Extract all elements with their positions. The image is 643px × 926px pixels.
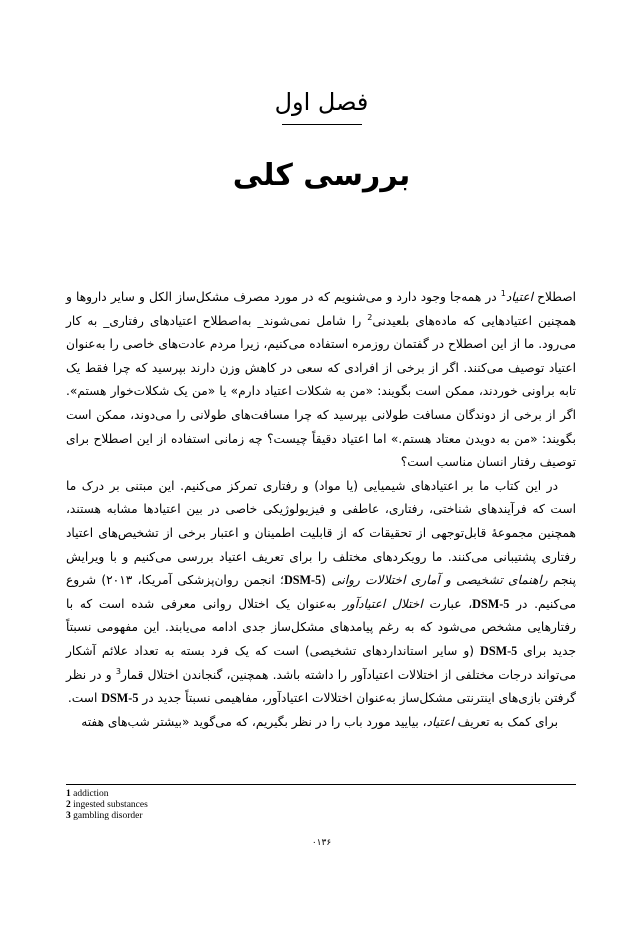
emphasized-term: اعتیاد (505, 290, 534, 304)
text-run: در همه‌جا وجود دارد و می‌شنویم که در مورد مصرف مشکل‌ساز الکل و سایر داروها و همچنین اعتیادهایی که ماده‌های بلعیدنی (66, 290, 576, 328)
paragraph (66, 711, 576, 735)
emphasized-term: اعتیاد (426, 714, 454, 729)
footnote-text: gambling disorder (70, 811, 143, 821)
text-run: ، بیایید مورد باب را در نظر بگیریم، که می‌گوید «بیشتر شب‌های هفته (81, 714, 427, 729)
footnote-divider (66, 784, 576, 785)
chapter-divider (282, 124, 362, 125)
chapter-title: بررسی کلی (232, 158, 411, 193)
footnote-text: addiction (70, 789, 109, 799)
chapter-label: فصل اول (274, 88, 369, 116)
emphasized-term: اختلال اعتیادآور (342, 596, 423, 611)
footnote-number: 3 (66, 811, 71, 821)
footnotes (66, 789, 576, 822)
footnote-number: 2 (66, 800, 71, 810)
text-run: ( (321, 573, 332, 588)
text-run: را شامل نمی‌شوند_ به‌اصطلاح اعتیادهای رفتاری_ به کار می‌رود. ما از این اصطلاح در گفتمان روزمره استفاده می‌کنیم، زیرا مردم عادت‌های خاصی را به‌عنوان اعتیاد توصیف می‌کنند. اگر از برخی از افرادی که سعی در کاهش وزن دارند بپرسید که چرا فقط یک تابه براونی خوردند، ممکن است بگویند: «من به شکلات اعتیاد دارم» یا «من یک شکلات‌خوار هستم». اگر از برخی از دوندگان مسافت طولانی بپرسید که چرا مسافت‌های طولانی را می‌دوند، ممکن است بگویند: «من به دویدن معتاد هستم.» اما اعتیاد دقیقاً چیست؟ چه زمانی استفاده از این اصطلاح برای توصیف رفتار انسان مناسب است؟ (66, 313, 576, 470)
footnote-ref: 3 (115, 666, 121, 676)
body-text (66, 286, 576, 734)
text-run: (و سایر استانداردهای تشخیصی) است که یک فرد بسته به تعداد علائم آشکار می‌تواند درجات مختلفی از اختلالات اعتیادآور را داشته باشد. همچنین، گنجاندن اختلال قمار (66, 643, 576, 682)
latin-term: DSM-5 (480, 643, 518, 658)
page-number: ۰۱۳۶ (311, 838, 332, 848)
footnote-ref: 1 (500, 288, 506, 298)
text-run: در این کتاب ما بر اعتیادهای شیمیایی (یا مواد) و رفتاری تمرکز می‌کنیم. این مبتنی بر درک ما است که فرآیندهای شناختی، رفتاری، عاطفی و فیزیولوژیکی خاصی در بین اعتیادها مشابه هستند، همچنین مجموعهٔ قابل‌توجهی از تحقیقات که از قابلیت اطمینان و اعتبار برخی از تشخیص‌های اعتیاد رفتاری پشتیبانی می‌کنند. ما رویکردهای مختلف را برای تعریف اعتیاد بررسی می‌کنیم و با ویرایش پنجم (66, 478, 576, 588)
text-run: برای کمک به تعریف (453, 714, 558, 729)
text-run: ، عبارت (422, 596, 473, 611)
paragraph (66, 286, 576, 475)
footnote-item (66, 811, 576, 822)
footnote-item (66, 789, 576, 800)
text-run: ؛ انجمن روان‌پزشکی آمریکا، ۲۰۱۳) شروع می‌کنیم. در (66, 573, 576, 611)
text-run: است. (67, 691, 102, 706)
footnote-text: ingested substances (70, 800, 148, 810)
footnote-item (66, 800, 576, 811)
text-run: و در نظر گرفتن بازی‌های اینترنتی مشکل‌ساز به‌عنوان اختلالات اعتیادآور، مفاهیمی نسبتاً جدید در (66, 667, 576, 706)
text-run: به‌عنوان یک اختلال روانی معرفی شده است که با رفتارهایی مشخص می‌شود که به رغم پیامدهای مشکل‌ساز جدی ادامه می‌یابند. این مفهومی نسبتاً جدید برای (66, 596, 577, 658)
latin-term: DSM-5 (101, 691, 139, 706)
paragraph (66, 475, 576, 711)
footnote-ref: 2 (367, 312, 373, 322)
latin-term: DSM-5 (283, 573, 322, 588)
text-run: اصطلاح (533, 290, 577, 304)
footnote-number: 1 (66, 789, 71, 799)
latin-term: DSM-5 (472, 596, 510, 611)
emphasized-term: راهنمای تشخیصی و آماری اختلالات روانی (331, 573, 548, 588)
